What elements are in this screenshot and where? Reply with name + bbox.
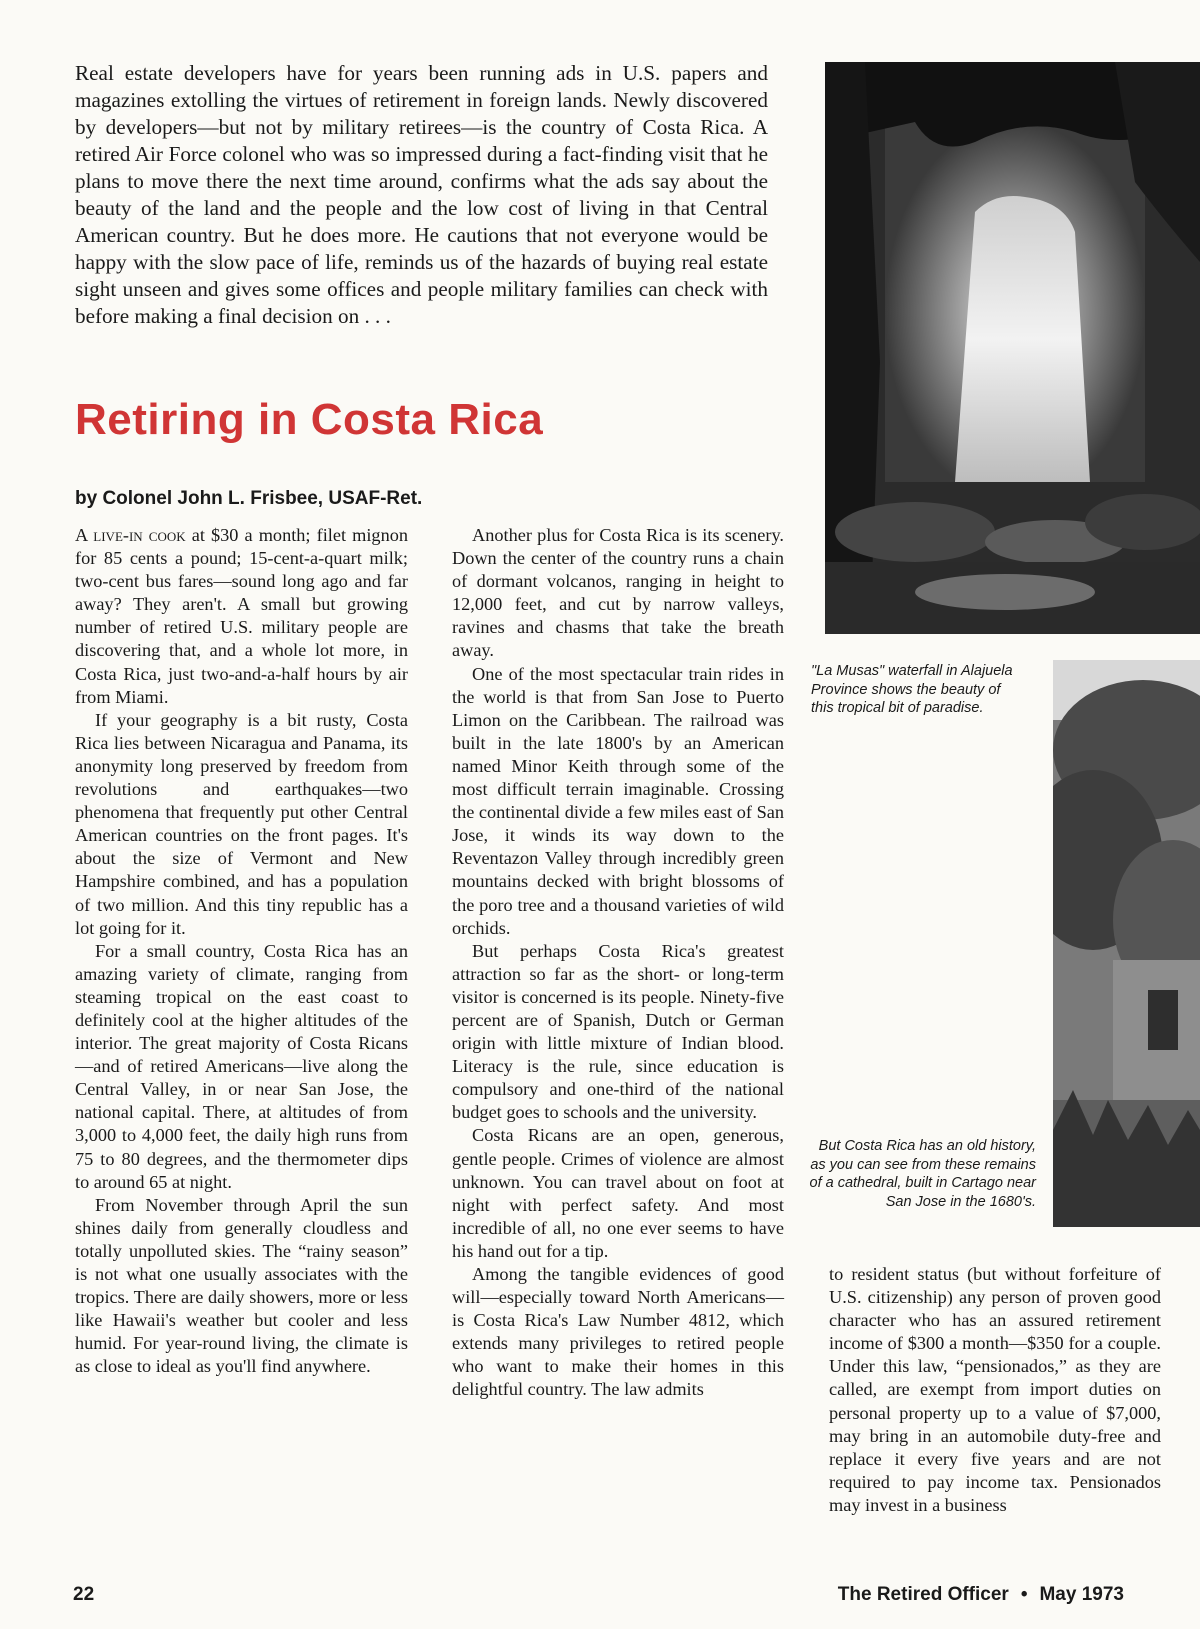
footer-bullet: •	[1020, 1584, 1028, 1605]
page-number: 22	[73, 1584, 95, 1605]
article-paragraph: From November through April the sun shines daily from generally cloudless and totally unpolluted skies. The “rainy season” is not what one usually associates with the tropics. There are daily showers, more or less like Hawaii's weather but cooler and less humid. For year-round living, the climate is as close to ideal as you'll find anywhere.	[75, 1194, 408, 1377]
article-paragraph: A live-in cook at $30 a month; filet mignon for 85 cents a pound; 15-cent-a-quart milk; two-cent bus fares—sound long ago and far away? They aren't. A small but growing number of retired U.S. military people are discovering that, and a whole lot more, in Costa Rica, just two-and-a-half hours by air from Miami.	[75, 525, 408, 707]
article-title: Retiring in Costa Rica	[75, 395, 544, 444]
article-paragraph: Costa Ricans are an open, generous, gentle people. Crimes of violence are almost unknown. You can travel about on foot at night with perfect safety. And most incredible of all, no one ever seems to have his hand out for a tip.	[452, 1125, 784, 1261]
waterfall-caption: "La Musas" waterfall in Alajuela Province shows the beauty of this tropical bit of paradise.	[811, 663, 1013, 717]
article-paragraph: Among the tangible evidences of good will—especially toward North Americans—is Costa Rica's Law Number 4812, which extends many privileges to retired people who want to make their homes in this delightful country. The law admits	[452, 1264, 784, 1400]
article-column-1	[75, 524, 408, 1378]
article-paragraph: If your geography is a bit rusty, Costa Rica lies between Nicaragua and Panama, its anonymity long preserved by freedom from revolutions and earthquakes—two phenomena that frequently put other Central American countries on the front pages. It's about the size of Vermont and New Hampshire combined, and has a population of two million. And this tiny republic has a lot going for it.	[75, 709, 408, 938]
waterfall-image	[825, 62, 1200, 634]
article-column-2	[452, 524, 784, 1402]
article-paragraph: One of the most spectacular train rides in the world is that from San Jose to Puerto Limon on the Caribbean. The railroad was built in the late 1800's by an American named Minor Keith through some of the most difficult terrain imaginable. Crossing the continental divide a few miles east of San Jose, it winds its way down to the Reventazon Valley through incredibly green mountains decked with bright blossoms of the poro tree and a thousand varieties of wild orchids.	[452, 663, 785, 938]
intro-paragraph: Real estate developers have for years been running ads in U.S. papers and magazines extolling the virtues of retirement in foreign lands. Newly discovered by developers—but not by military retirees—is the country of Costa Rica. A retired Air Force colonel who was so impressed during a fact-finding visit that he plans to move there the next time around, confirms what the ads say about the beauty of the land and the people and the low cost of living in that Central American country. But he does more. He cautions that not everyone would be happy with the slow pace of life, reminds us of the hazards of buying real estate sight unseen and gives some offices and people military families can check with before making a final decision on . . .	[75, 61, 768, 328]
cathedral-ruins-image	[1053, 660, 1200, 1227]
waterfall-photo	[825, 62, 1200, 634]
running-footer	[838, 1584, 1124, 1606]
byline: by Colonel John L. Frisbee, USAF-Ret.	[75, 488, 423, 509]
issue-date: May 1973	[1039, 1584, 1124, 1605]
article-paragraph: Another plus for Costa Rica is its scenery. Down the center of the country runs a chain of dormant volcanos, ranging in height to 12,000 feet, and cut by narrow valleys, ravines and chasms that take the breath away.	[452, 525, 784, 661]
article-paragraph: For a small country, Costa Rica has an amazing variety of climate, ranging from steaming tropical on the east coast to definitely cool at the higher altitudes of the interior. The great majority of Costa Ricans—and of retired Americans—live along the Central Valley, in or near San Jose, the national capital. There, at altitudes of from 3,000 to 4,000 feet, the daily high runs from 75 to 80 degrees, and the thermometer dips to around 65 at night.	[75, 940, 408, 1192]
article-column-3	[829, 1263, 1161, 1517]
lead-in: A live-in cook	[75, 525, 186, 545]
cathedral-ruins-photo	[1053, 660, 1200, 1227]
article-paragraph: But perhaps Costa Rica's greatest attraction so far as the short- or long-term visitor is concerned is its people. Ninety-five percent are of Spanish, Dutch or German origin with little mixture of Indian blood. Literacy is the rule, since education is compulsory and one-third of the national budget goes to schools and the university.	[452, 940, 784, 1123]
publication-name: The Retired Officer	[837, 1584, 1009, 1605]
article-paragraph: to resident status (but without forfeiture of U.S. citizenship) any person of proven good character who has an assured retirement income of $300 a month—$350 for a couple. Under this law, “pensionados,” as they are called, are exempt from import duties on personal property up to a value of $7,000, may bring in an automobile duty-free and replace it every five years and are not required to pay income tax. Pensionados may invest in a business	[829, 1264, 1161, 1515]
cathedral-caption: But Costa Rica has an old history, as you can see from these remains of a cathedral, built in Cartago near San Jose in the 1680's.	[809, 1138, 1036, 1210]
